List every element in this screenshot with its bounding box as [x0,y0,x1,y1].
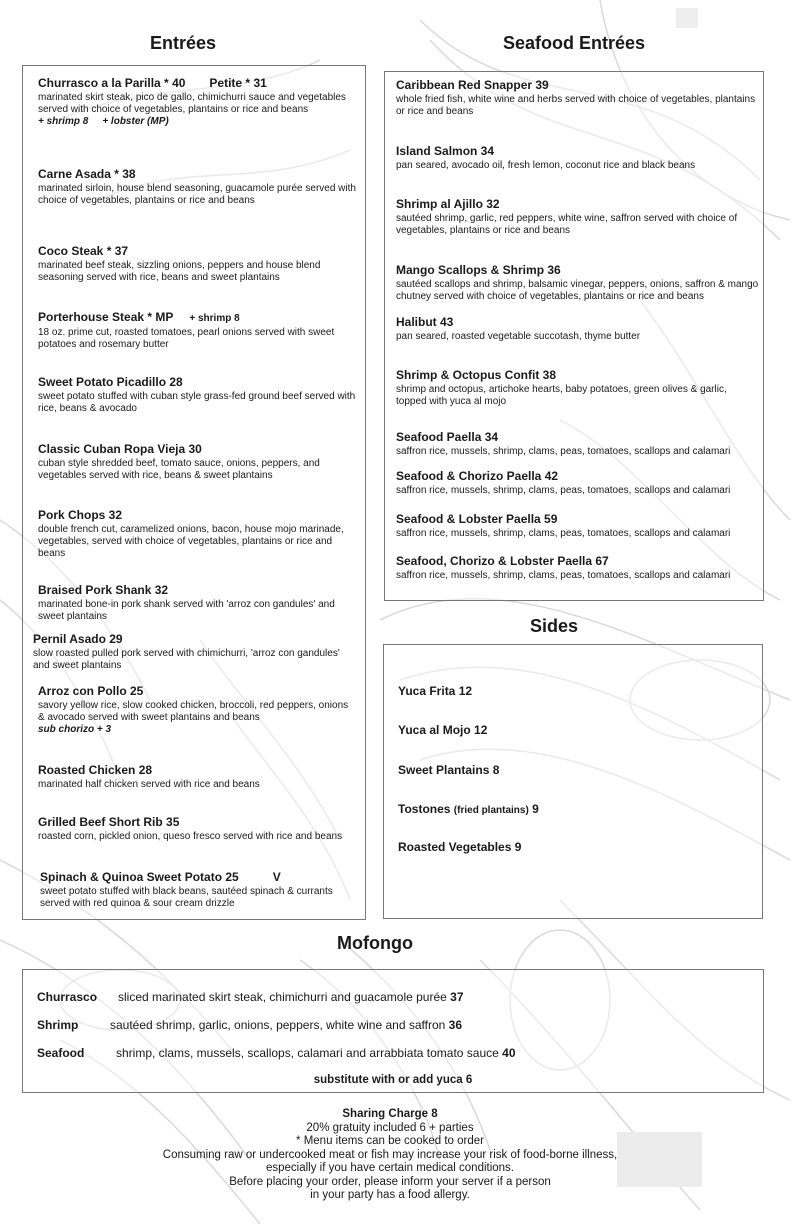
item-desc: saffron rice, mussels, shrimp, clams, peas, tomatoes, scallops and calamari [396,528,731,539]
item-desc: marinated sirloin, house blend seasoning, guacamole purée served with choice of vegetables, plantains or rice and beans [38,183,356,206]
item-desc: saffron rice, mussels, shrimp, clams, peas, tomatoes, scallops and calamari [396,485,731,496]
menu-item [396,315,756,343]
item-petite: Petite * 31 [209,76,267,90]
item-name: Halibut 43 [396,315,454,329]
menu-item [396,430,756,458]
menu-item [396,144,756,172]
menu-item [33,632,358,672]
mofongo-item-desc: sautéed shrimp, garlic, onions, peppers, white wine and saffron [110,1018,446,1032]
item-name: Shrimp & Octopus Confit 38 [396,368,557,382]
item-desc: marinated skirt steak, pico de gallo, chimichurri sauce and vegetables served with choice of vegetables, plantains or rice and beans [38,92,346,115]
item-name: Carne Asada * 38 [38,167,136,181]
footer-line: especially if you have certain medical conditions. [265,1162,515,1174]
item-name: Caribbean Red Snapper 39 [396,78,549,92]
item-desc: cuban style shredded beef, tomato sauce, onions, peppers, and vegetables served with rice, beans & sweet plantains [38,458,320,481]
side-item-price: 9 [532,802,539,816]
item-addon-shrimp: + shrimp 8 [189,313,240,324]
item-desc: 18 oz. prime cut, roasted tomatoes, pearl onions served with sweet potatoes and rosemary butter [38,327,335,350]
sides-title: Sides [529,616,579,636]
footer-line: Consuming raw or undercooked meat or fish may increase your risk of food-borne illness, [162,1148,618,1161]
footer-line: in your party has a food allergy. [310,1189,470,1201]
item-desc: shrimp and octopus, artichoke hearts, baby potatoes, green olives & garlic, topped with yuca al mojo [396,384,727,407]
item-desc: marinated half chicken served with rice and beans [38,779,260,790]
mofongo-item-desc: sliced marinated skirt steak, chimichurri and guacamole purée [118,990,447,1004]
mofongo-substitute-note: substitute with or add yuca 6 [313,1074,473,1086]
item-desc: sautéed shrimp, garlic, red peppers, white wine, saffron served with choice of vegetables, plantains or rice and beans [396,213,738,236]
side-item: Roasted Vegetables 9 [398,840,522,854]
menu-item [38,167,356,207]
item-desc: marinated bone-in pork shank served with 'arroz con gandules' and sweet plantains [38,599,335,622]
item-desc: pan seared, roasted vegetable succotash, thyme butter [396,331,641,342]
mofongo-item-name: Shrimp [37,1018,79,1032]
item-desc: sautéed scallops and shrimp, balsamic vinegar, peppers, onions, saffron & mango chutney served with choice of vegetables, plantains or rice and beans [396,279,759,302]
item-desc: pan seared, avocado oil, fresh lemon, coconut rice and black beans [396,160,696,171]
mofongo-item-price: 40 [502,1046,516,1060]
item-desc: double french cut, caramelized onions, bacon, house mojo marinade, vegetables, served with choice of vegetables, plantains or rice and beans [38,524,344,559]
side-item-name: Tostones [398,802,451,816]
footer-line: 20% gratuity included 6 + parties [306,1121,474,1134]
footer-line: * Menu items can be cooked to order [296,1135,484,1147]
item-desc: marinated beef steak, sizzling onions, peppers and house blend seasoning served with rice, beans and sweet plantains [38,260,321,283]
item-name: Shrimp al Ajillo 32 [396,197,500,211]
item-name: Grilled Beef Short Rib 35 [38,815,180,829]
menu-item [396,197,756,237]
menu-item [38,76,356,128]
item-name: Island Salmon 34 [396,144,495,158]
mofongo-item [37,1018,462,1032]
item-desc: savory yellow rice, slow cooked chicken, broccoli, red peppers, onions & avocado served with sweet plantains and beans [38,700,349,723]
item-name: Sweet Potato Picadillo 28 [38,375,183,389]
side-item-note: (fried plantains) [453,805,529,816]
menu-item [38,244,356,284]
item-name: Spinach & Quinoa Sweet Potato 25 [40,870,239,884]
menu-item [396,469,756,497]
mofongo-title: Mofongo [337,933,413,953]
menu-item [38,815,356,843]
item-name: Porterhouse Steak * MP [38,310,174,324]
footer-line: Before placing your order, please inform your server if a person [229,1175,551,1188]
mofongo-item-price: 37 [450,990,464,1004]
side-item: Sweet Plantains 8 [398,763,500,777]
mofongo-item-name: Seafood [37,1046,85,1060]
item-name: Braised Pork Shank 32 [38,583,169,597]
menu-item [396,512,756,540]
side-item: Yuca Frita 12 [398,684,473,698]
menu-item [38,508,356,560]
mofongo-item-name: Churrasco [37,990,98,1004]
mofongo-item-desc: shrimp, clams, mussels, scallops, calamari and arrabbiata tomato sauce [116,1046,499,1060]
item-name: Arroz con Pollo 25 [38,684,144,698]
item-desc: saffron rice, mussels, shrimp, clams, peas, tomatoes, scallops and calamari [396,446,731,457]
seafood-title: Seafood Entrées [502,33,646,53]
item-desc: sweet potato stuffed with black beans, sautéed spinach & currants served with red quinoa & sour cream drizzle [40,886,333,909]
menu-item [396,554,756,582]
vegetarian-badge: V [272,870,281,884]
item-name: Seafood & Chorizo Paella 42 [396,469,559,483]
footer-notes [100,1108,680,1203]
menu-item [38,375,356,415]
item-name: Pork Chops 32 [38,508,123,522]
menu-item [40,870,356,910]
sides-box [383,644,763,919]
entrees-title: Entrées [149,33,217,53]
menu-item [38,763,356,791]
item-name: Classic Cuban Ropa Vieja 30 [38,442,202,456]
item-desc: whole fried fish, white wine and herbs served with choice of vegetables, plantains or rice and beans [396,94,756,117]
mofongo-item [37,990,464,1004]
mofongo-item-price: 36 [448,1018,463,1032]
item-name: Seafood & Lobster Paella 59 [396,512,558,526]
seafood-box [384,71,764,601]
menu-item [396,78,756,118]
item-name: Roasted Chicken 28 [38,763,153,777]
menu-item [396,263,760,303]
item-name: Mango Scallops & Shrimp 36 [396,263,561,277]
item-sub-chorizo: sub chorizo + 3 [38,724,112,735]
item-desc: saffron rice, mussels, shrimp, clams, peas, tomatoes, scallops and calamari [396,570,731,581]
menu-item [38,442,356,482]
mofongo-item [37,1046,516,1060]
sharing-charge: Sharing Charge 8 [342,1108,438,1120]
item-desc: roasted corn, pickled onion, queso fresco served with rice and beans [38,831,343,842]
entrees-box [22,65,366,920]
item-name: Churrasco a la Parilla * 40 [38,76,186,90]
side-item [398,802,539,816]
menu-item [396,368,756,408]
menu-item [38,684,356,736]
item-desc: slow roasted pulled pork served with chimichurri, 'arroz con gandules' and sweet plantains [33,648,340,671]
menu-item [38,310,356,351]
item-name: Seafood Paella 34 [396,430,499,444]
item-addon-shrimp: + shrimp 8 [38,116,89,127]
item-name: Coco Steak * 37 [38,244,129,258]
item-name: Pernil Asado 29 [33,632,123,646]
item-addon-lobster: + lobster (MP) [102,116,169,127]
mofongo-box [22,969,764,1093]
item-name: Seafood, Chorizo & Lobster Paella 67 [396,554,609,568]
item-desc: sweet potato stuffed with cuban style grass-fed ground beef served with rice, beans & avocado [38,391,356,414]
side-item: Yuca al Mojo 12 [398,723,488,737]
menu-item [38,583,356,623]
